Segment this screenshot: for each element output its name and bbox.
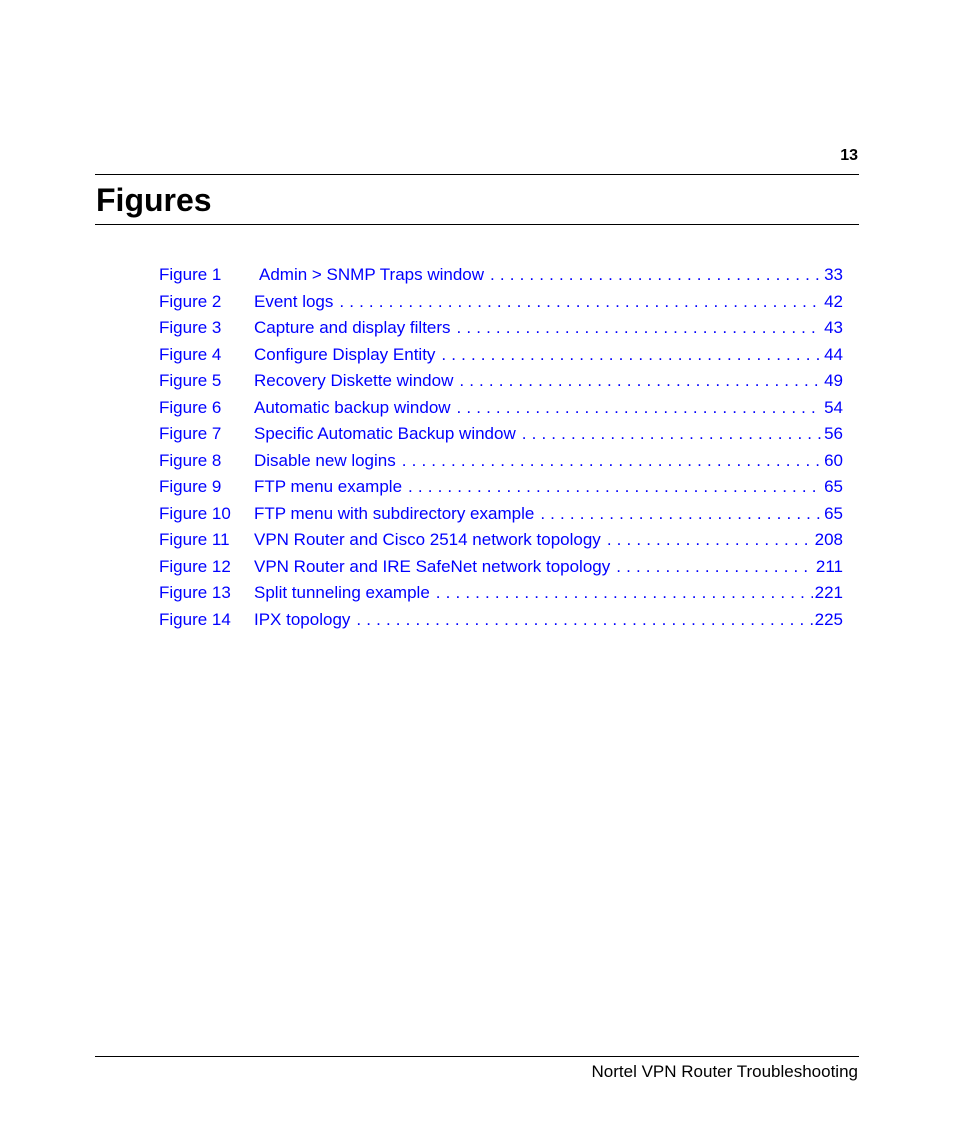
toc-page-number: 60: [824, 450, 843, 470]
toc-page-number: 43: [824, 318, 843, 337]
toc-figure-title: Recovery Diskette window: [254, 371, 454, 390]
footer-document-title: Nortel VPN Router Troubleshooting: [591, 1062, 858, 1081]
toc-entry[interactable]: [159, 421, 843, 448]
toc-dot-leader: [441, 342, 822, 368]
toc-dot-leader: [408, 474, 822, 500]
header-rule: [95, 174, 859, 175]
toc-page-number: 56: [824, 424, 843, 443]
toc-dot-leader: [356, 607, 812, 633]
toc-entry[interactable]: [159, 289, 843, 316]
toc-page-number: 208: [814, 530, 843, 549]
toc-figure-label: Figure 3: [159, 318, 222, 337]
toc-entry[interactable]: [159, 368, 843, 395]
toc-dot-leader: [522, 421, 822, 447]
footer-rule: [95, 1056, 859, 1057]
toc-entry[interactable]: [159, 554, 843, 581]
toc-entry[interactable]: [159, 474, 843, 501]
toc-figure-title: IPX topology: [254, 609, 351, 629]
toc-figure-label: Figure 14: [159, 609, 231, 629]
toc-page-number: 42: [824, 291, 843, 311]
toc-page-number: 65: [824, 477, 843, 496]
toc-dot-leader: [616, 554, 814, 580]
toc-figure-label: Figure 8: [159, 450, 222, 470]
toc-figure-title: Capture and display filters: [254, 318, 451, 337]
toc-figure-title: Event logs: [254, 291, 334, 311]
toc-figure-label: Figure 6: [159, 397, 222, 417]
toc-figure-title: VPN Router and Cisco 2514 network topology: [254, 530, 601, 549]
toc-figure-title: Disable new logins: [254, 450, 396, 470]
toc-page-number: 65: [824, 503, 843, 523]
toc-page-number: 33: [824, 265, 843, 284]
figures-list: [159, 262, 843, 633]
toc-figure-title: Split tunneling example: [254, 583, 430, 602]
toc-figure-label: Figure 9: [159, 477, 222, 496]
toc-dot-leader: [457, 395, 823, 421]
toc-entry[interactable]: [159, 527, 843, 554]
title-rule: [95, 224, 859, 225]
toc-entry[interactable]: [159, 448, 843, 475]
toc-figure-title: Admin > SNMP Traps window: [259, 265, 485, 284]
toc-figure-label: Figure 10: [159, 503, 231, 523]
toc-page-number: 211: [815, 556, 843, 576]
page-title: Figures: [96, 182, 212, 218]
toc-figure-label: Figure 13: [159, 583, 231, 602]
toc-figure-label: Figure 1: [159, 265, 222, 284]
toc-figure-label: Figure 5: [159, 371, 222, 390]
toc-page-number: 54: [824, 397, 843, 417]
toc-dot-leader: [490, 262, 822, 288]
toc-figure-title: Specific Automatic Backup window: [254, 424, 516, 443]
toc-figure-label: Figure 12: [159, 556, 231, 576]
toc-page-number: 221: [814, 583, 843, 602]
toc-figure-title: FTP menu example: [254, 477, 403, 496]
toc-entry[interactable]: [159, 315, 843, 342]
toc-entry[interactable]: [159, 342, 843, 369]
toc-figure-label: Figure 4: [159, 344, 222, 364]
toc-figure-label: Figure 11: [159, 530, 230, 549]
toc-entry[interactable]: [159, 501, 843, 528]
toc-page-number: 44: [824, 344, 843, 364]
toc-dot-leader: [457, 315, 823, 341]
toc-dot-leader: [339, 289, 822, 315]
toc-page-number: 225: [814, 609, 843, 629]
toc-page-number: 49: [824, 371, 843, 390]
toc-figure-title: Automatic backup window: [254, 397, 451, 417]
toc-dot-leader: [607, 527, 813, 553]
toc-entry[interactable]: [159, 395, 843, 422]
toc-dot-leader: [540, 501, 822, 527]
toc-figure-title: Configure Display Entity: [254, 344, 436, 364]
toc-entry[interactable]: [159, 607, 843, 634]
toc-figure-title: FTP menu with subdirectory example: [254, 503, 535, 523]
toc-figure-title: VPN Router and IRE SafeNet network topology: [254, 556, 611, 576]
toc-dot-leader: [436, 580, 813, 606]
toc-entry[interactable]: [159, 580, 843, 607]
toc-entry[interactable]: [159, 262, 843, 289]
page-number: 13: [840, 147, 858, 164]
toc-figure-label: Figure 2: [159, 291, 222, 311]
toc-dot-leader: [402, 448, 822, 474]
toc-figure-label: Figure 7: [159, 424, 222, 443]
toc-dot-leader: [459, 368, 822, 394]
